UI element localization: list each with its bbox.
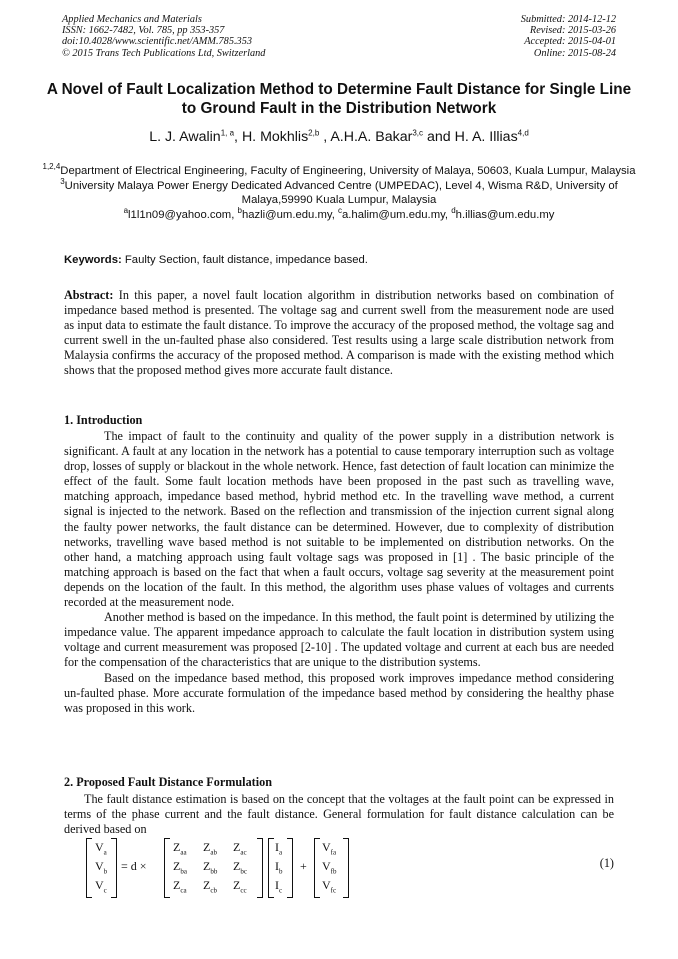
issn-line: ISSN: 1662-7482, Vol. 785, pp 353-357	[62, 25, 225, 37]
affiliation-2	[40, 176, 638, 208]
keywords	[64, 254, 614, 266]
keywords-label: Keywords:	[64, 254, 122, 266]
matrix-entry: $I_b$	[275, 859, 283, 876]
email-link[interactable]: hazli@um.edu.my,	[241, 208, 335, 221]
matrix-entry: $V_{fb}$	[322, 859, 337, 876]
affiliations	[40, 164, 638, 222]
matrix-entry: $V_{fc}$	[322, 878, 337, 895]
affiliation-1	[40, 164, 638, 179]
paragraph: The fault distance estimation is based on the concept that the voltages at the fault point can be expressed in terms of the phase current and the fault distance. General formulation for fault distance calculation can be derived based on	[64, 792, 614, 837]
equation-number: (1)	[599, 856, 614, 870]
current-vector	[268, 838, 292, 896]
email-link[interactable]: l1l1n09@yahoo.com,	[128, 208, 235, 221]
right-bracket	[287, 838, 293, 898]
introduction-body	[64, 429, 614, 716]
author-name: A.H.A. Bakar	[330, 129, 413, 145]
email-superscript: a	[123, 205, 129, 215]
left-bracket	[164, 838, 170, 898]
abstract-text: In this paper, a novel fault location algorithm in distribution networks based on combination of impedance based method is presented. The voltage sag and current swell from the measurement node are used as input data to estimate the fault distance. To improve the accuracy of the proposed method, the voltage sag and current swell in the un-faulted phase also considered. Test results using a large scale distribution network from Malaysia confirms the accuracy of the proposed method. A comparison is made with the existing method which shows that the proposed method gives more accurate fault distance.	[64, 288, 614, 378]
author-name: L. J. Awalin	[149, 129, 221, 145]
submitted-date: Submitted: 2014-12-12	[520, 14, 616, 25]
matrix-entry: $Z_{ab}$	[203, 840, 217, 857]
online-date: Online: 2015-08-24	[533, 47, 616, 59]
matrix-entry: $Z_{cb}$	[203, 878, 217, 895]
paragraph: The impact of fault to the continuity and quality of the power supply in a distribution network is significant. A fault at any location in the network has a potential to cause temporary interruption such as voltage drop, losses of supply or blackout in the whole network. Hence, fast detection of fault location can minimize the effect of the fault. Some fault location methods have been proposed in the past such as travelling wave, matching approach, impedance based method, hybrid method etc. In the travelling wave method, a current signal is injected to the network. Based on the reflection and transmission of the injection current signal along the faulty power networks, the fault distance can be determined. However, due to complexity of distribution networks, travelling wave based method is not suitable to be implemented on distribution networks. On the other hand, a matching approach using fault voltage sags was proposed in [1] . The basic principle of the matching approach is based on the fact that when a fault occurs, voltage sag severity at the measurement point depends on the location of the fault. In this method, the algorithm uses phase values of voltages and currents recorded at the measurement node.	[64, 429, 614, 610]
accepted-date: Accepted: 2015-04-01	[524, 36, 616, 48]
matrix-entry: $Z_{ac}$	[233, 840, 247, 857]
email-list	[40, 205, 638, 223]
abstract	[64, 288, 614, 379]
matrix-entry: $Z_{bc}$	[233, 859, 247, 876]
right-bracket	[343, 838, 349, 898]
impedance-matrix	[164, 838, 264, 896]
left-bracket	[86, 838, 92, 898]
author-name: H. A. Illias	[454, 129, 518, 145]
submission-dates	[521, 14, 616, 59]
author-superscript: 3,c	[412, 128, 424, 138]
right-bracket	[111, 838, 117, 898]
section-heading-formulation: 2. Proposed Fault Distance Formulation	[64, 775, 272, 789]
left-bracket	[268, 838, 274, 898]
right-bracket	[257, 838, 263, 898]
left-bracket	[314, 838, 320, 898]
affiliation-text: University Malaya Power Energy Dedicated Advanced Centre (UMPEDAC), Level 4, Wisma R&D, University of Malaya,59990 Kuala Lumpur, Malaysia	[64, 179, 618, 206]
email-link[interactable]: a.halim@um.edu.my,	[341, 208, 449, 221]
formulation-body	[64, 792, 614, 837]
affiliation-text: Department of Electrical Engineering, Faculty of Engineering, University of Malaya, 50603, Kuala Lumpur, Malaysia	[60, 165, 636, 177]
matrix-entry: $Z_{cc}$	[233, 878, 247, 895]
section-heading-introduction: 1. Introduction	[64, 413, 143, 427]
paper-title: A Novel of Fault Localization Method to Determine Fault Distance for Single Line to Ground Fault in the Distribution Network	[46, 81, 632, 117]
matrix-entry: $Z_{bb}$	[203, 859, 218, 876]
author-superscript: 4,d	[517, 128, 529, 138]
email-superscript: d	[451, 205, 456, 215]
plus-operator: +	[300, 859, 307, 873]
email-link[interactable]: h.illias@um.edu.my	[455, 208, 555, 221]
matrix-entry: $V_b$	[95, 859, 108, 876]
journal-header	[62, 14, 616, 68]
matrix-entry: $V_{fa}$	[322, 840, 337, 857]
equation-1	[86, 838, 606, 900]
matrix-entry: $I_a$	[275, 840, 283, 857]
matrix-entry: $Z_{ba}$	[173, 859, 187, 876]
matrix-entry: $V_a$	[95, 840, 107, 857]
doi-line[interactable]: doi:10.4028/www.scientific.net/AMM.785.353	[62, 36, 252, 48]
matrix-entry: $V_c$	[95, 878, 107, 895]
author-name: H. Mokhlis	[241, 129, 309, 145]
paragraph: Another method is based on the impedance. In this method, the fault point is determined by utilizing the impedance value. The apparent impedance approach to calculate the fault location in distribution system using voltage and current measurement was proposed [2-10] . The updated voltage and current at each bus are needed for the compensation of the characteristics that are unique to the distribution systems.	[64, 610, 614, 670]
email-superscript: b	[237, 205, 242, 215]
author-superscript: 2,b	[308, 128, 320, 138]
fault-voltage-vector	[314, 838, 346, 896]
copyright-line: © 2015 Trans Tech Publications Ltd, Switzerland	[62, 47, 266, 59]
abstract-label: Abstract:	[64, 288, 114, 302]
matrix-entry: $I_c$	[275, 878, 283, 895]
keywords-text: Faulty Section, fault distance, impedance based.	[124, 254, 368, 266]
affiliation-superscript: 3	[60, 176, 65, 186]
journal-name: Applied Mechanics and Materials	[62, 14, 202, 25]
journal-info	[62, 14, 265, 59]
paragraph: Based on the impedance based method, this proposed work improves impedance method considering un-faulted phase. More accurate formulation of the impedance based method by considering the healthy phase was proposed in this work.	[64, 670, 614, 715]
matrix-entry: $Z_{aa}$	[173, 840, 187, 857]
author-superscript: 1, a	[220, 128, 235, 138]
revised-date: Revised: 2015-03-26	[529, 25, 616, 37]
author-list: L. J. Awalin$^{1, a}$, H. Mokhlis$^{2,b}$ , A.H.A. Bakar$^{3,c}$ and H. A. Illias$^{4,d}$	[149, 128, 529, 145]
matrix-entry: $Z_{ca}$	[173, 878, 187, 895]
affiliation-superscript: 1,2,4	[42, 162, 61, 172]
email-superscript: c	[337, 205, 342, 215]
voltage-vector	[86, 838, 116, 896]
equals-d-times: = d ×	[121, 859, 147, 873]
